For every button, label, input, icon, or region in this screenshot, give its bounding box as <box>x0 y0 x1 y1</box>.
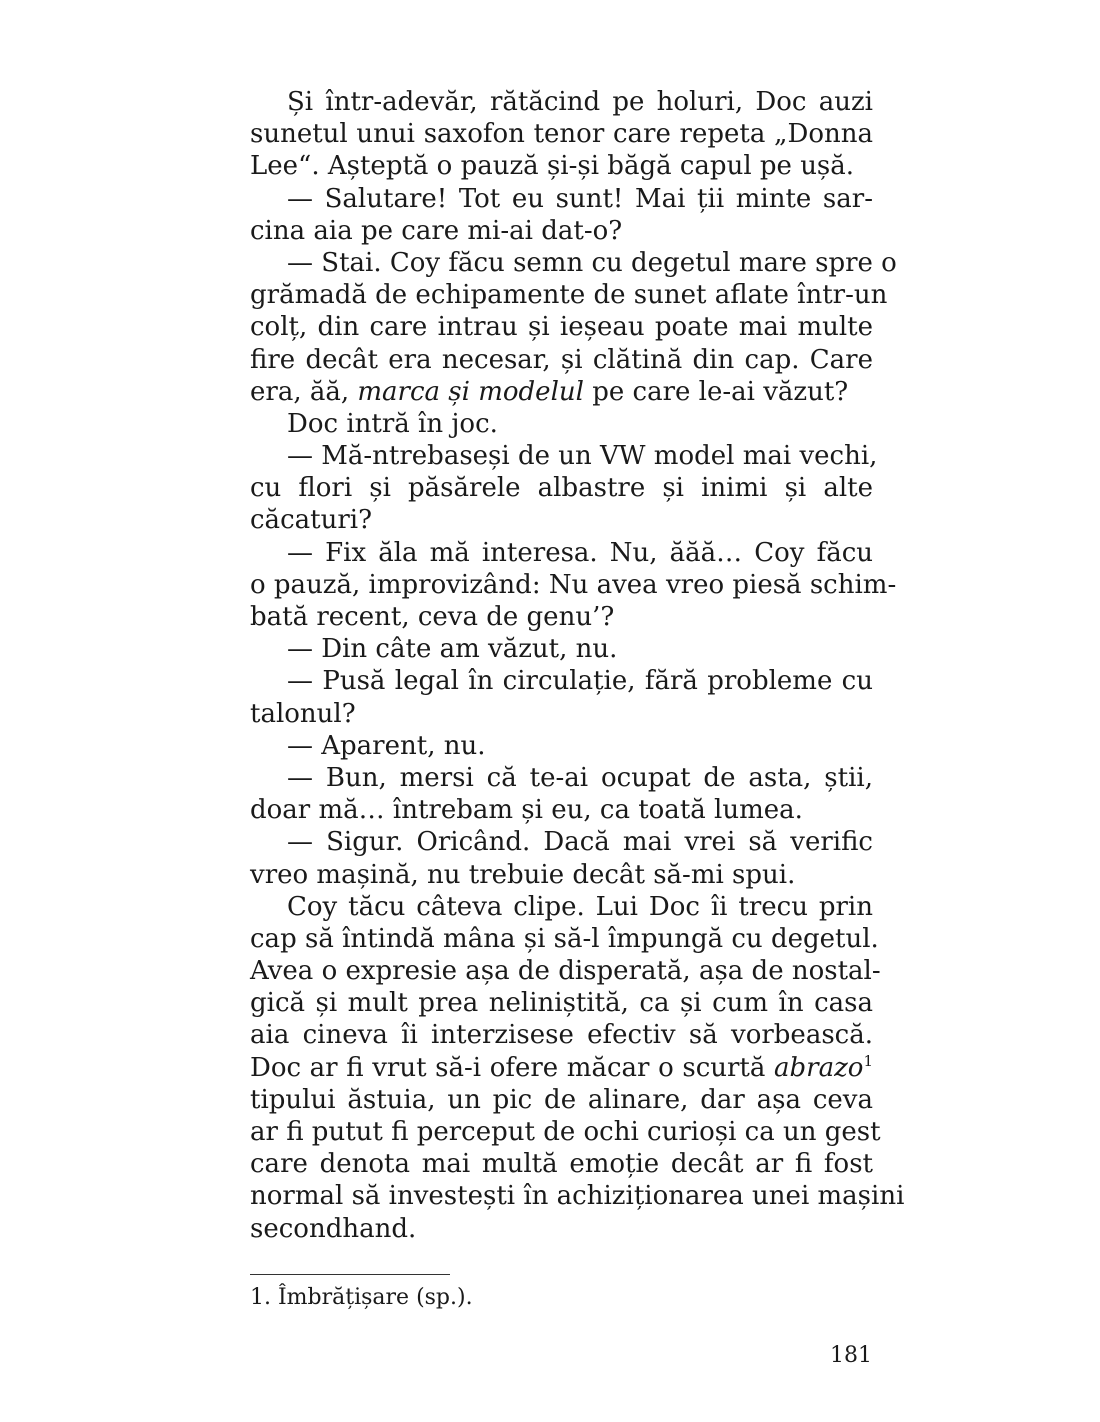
text-line: fire decât era necesar, și clătină din cap. Care <box>250 344 873 375</box>
text-line: Lee“. Așteptă o pauză și-și băgă capul pe ușă. <box>250 151 855 182</box>
emphasis-text: abrazo <box>774 1052 864 1083</box>
text-line: — Pusă legal în circulație, fără probleme cu <box>287 666 873 697</box>
text-line <box>250 1052 873 1084</box>
footnote-divider <box>250 1274 450 1275</box>
text-line: cina aia pe care mi-ai dat-o? <box>250 215 623 246</box>
text-line: o pauză, improvizând: Nu avea vreo piesă schim- <box>250 569 897 600</box>
page-number: 181 <box>830 1343 872 1368</box>
text-line: normal să investești în achiziționarea unei mașini <box>250 1181 905 1212</box>
text-line: — Din câte am văzut, nu. <box>287 634 618 665</box>
text-line: — Mă-ntrebaseși de un VW model mai vechi, <box>287 441 878 472</box>
text-segment: Doc ar fi vrut să-i ofere măcar o scurtă <box>250 1052 775 1083</box>
text-line: Avea o expresie așa de disperată, așa de nostal- <box>250 956 881 987</box>
body-text <box>250 86 905 1245</box>
text-line: vreo mașină, nu trebuie decât să-mi spui. <box>250 859 796 890</box>
text-line: colț, din care intrau și ieșeau poate mai multe <box>250 312 873 343</box>
footnote-marker: 1 <box>863 1051 873 1070</box>
text-line: — Aparent, nu. <box>287 730 486 761</box>
text-line: grămadă de echipamente de sunet aflate într-un <box>250 280 888 311</box>
text-line: care denota mai multă emoție decât ar fi fost <box>250 1149 873 1180</box>
text-line: sunetul unui saxofon tenor care repeta „Donna <box>250 119 873 150</box>
text-segment: era, ăă, <box>250 376 358 407</box>
text-line: — Salutare! Tot eu sunt! Mai ții minte sar- <box>287 183 873 214</box>
text-line: Coy tăcu câteva clipe. Lui Doc îi trecu prin <box>287 891 873 922</box>
text-line: — Fix ăla mă interesa. Nu, ăăă… Coy făcu <box>287 537 873 568</box>
text-line: Doc intră în joc. <box>287 408 498 439</box>
footnote: 1. Îmbrățișare (sp.). <box>250 1285 473 1310</box>
text-line: ar fi putut fi perceput de ochi curioși ca un gest <box>250 1117 881 1147</box>
text-line: gică și mult prea neliniștită, ca și cum în casa <box>250 988 873 1019</box>
text-line: — Sigur. Oricând. Dacă mai vrei să verific <box>287 827 873 858</box>
emphasis-text: marca și modelul <box>357 376 584 407</box>
text-line: doar mă… întrebam și eu, ca toată lumea. <box>250 795 803 826</box>
text-line: căcaturi? <box>250 505 373 536</box>
text-line: cap să întindă mâna și să-l împungă cu degetul. <box>250 923 879 954</box>
text-line: — Bun, mersi că te-ai ocupat de asta, știi, <box>287 762 873 793</box>
text-line <box>250 376 873 408</box>
text-line: Și într-adevăr, rătăcind pe holuri, Doc auzi <box>287 87 873 117</box>
text-line: secondhand. <box>250 1213 417 1244</box>
text-segment: pe care le-ai văzut? <box>583 376 849 407</box>
text-line: bată recent, ceva de genu’? <box>250 602 615 632</box>
text-line: aia cineva îi interzisese efectiv să vorbească. <box>250 1020 873 1051</box>
text-line: talonul? <box>250 698 356 729</box>
text-line: cu flori și păsărele albastre și inimi și alte <box>250 473 873 504</box>
text-line: — Stai. Coy făcu semn cu degetul mare spre o <box>287 247 897 278</box>
text-line: tipului ăstuia, un pic de alinare, dar așa ceva <box>250 1084 873 1115</box>
